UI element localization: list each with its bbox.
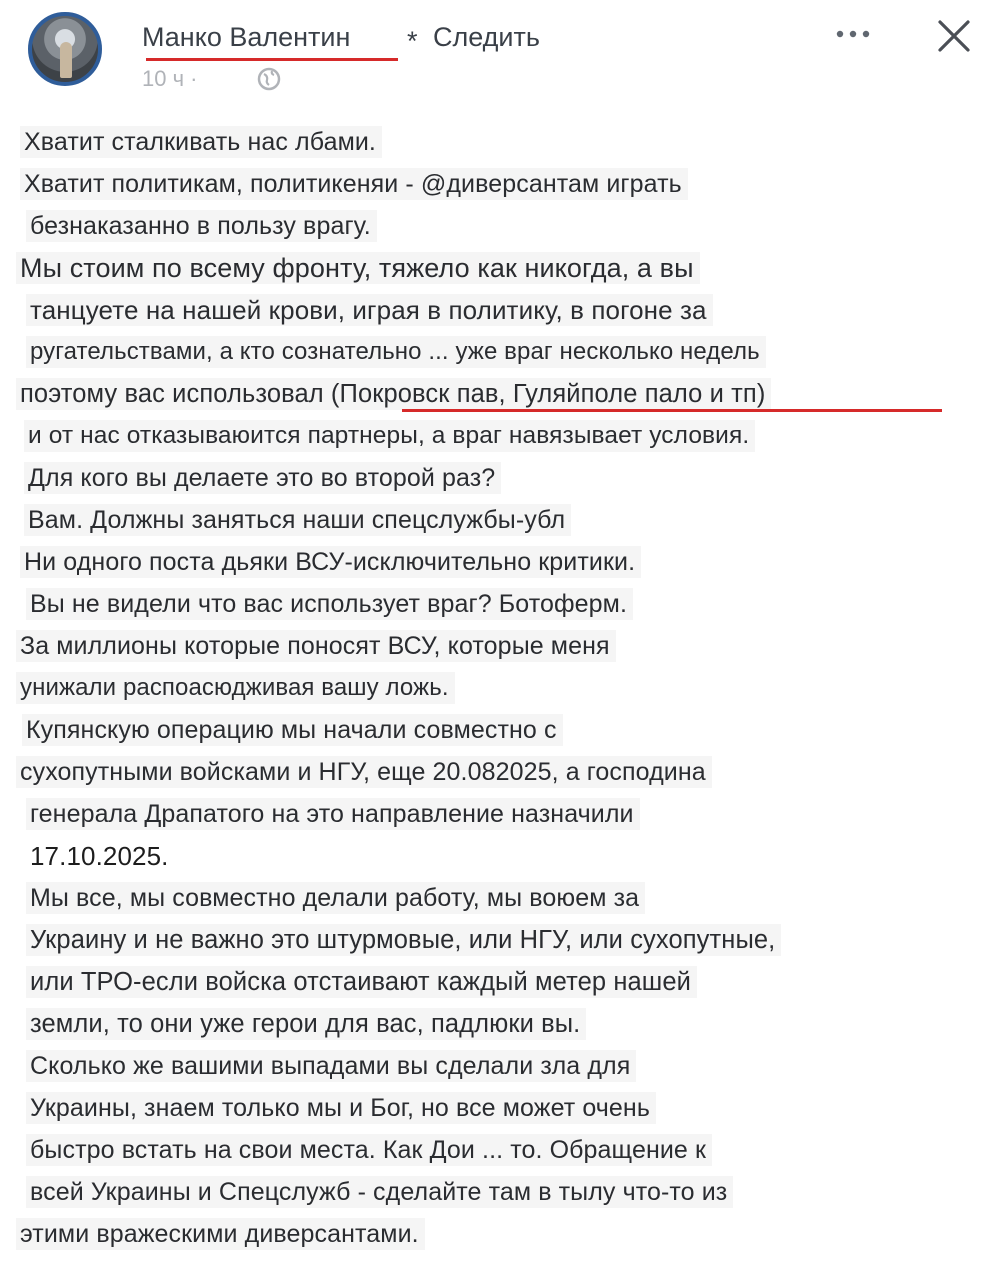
- post-line: безнаказанно в пользу врагу.: [26, 210, 377, 242]
- post-line: танцуете на нашей крови, играя в политику, в погоне за: [26, 294, 713, 326]
- highlight-underline: [402, 409, 942, 412]
- post-line: земли, то они уже герои для вас, падлюки вы.: [26, 1008, 586, 1040]
- post-line: Хватит политикам, политикеняи - @диверсантам играть: [20, 168, 688, 200]
- post-line: этими вражескими диверсантами.: [16, 1218, 425, 1250]
- post-line: За миллионы которые поносят ВСУ, которые меня: [16, 630, 616, 662]
- post-line: Вы не видели что вас использует враг? Ботоферм.: [26, 588, 633, 620]
- post-line: унижали распоасюдживая вашу ложь.: [16, 672, 455, 704]
- post-line: и от нас отказываюится партнеры, а враг навязывает условия.: [24, 420, 755, 452]
- post-line: Мы стоим по всему фронту, тяжело как никогда, а вы: [16, 252, 700, 284]
- post-header: [0, 0, 1007, 110]
- close-icon[interactable]: [936, 18, 972, 54]
- follow-button[interactable]: Следить: [433, 22, 540, 52]
- post-line: Мы все, мы совместно делали работу, мы воюем за: [26, 882, 645, 914]
- post-line: генерала Драпатого на это направление назначили: [26, 798, 640, 830]
- post-line: сухопутными войсками и НГУ, еще 20.082025, а господина: [16, 756, 712, 788]
- avatar-figure: [60, 42, 72, 78]
- post-line: Украину и не важно это штурмовые, или НГУ, или сухопутные,: [26, 924, 781, 956]
- post-line: Вам. Должны заняться наши спецслужбы-убл: [24, 504, 571, 536]
- post-line: 17.10.2025.: [30, 841, 169, 871]
- post-time[interactable]: 10 ч ·: [142, 66, 198, 91]
- post-line: Сколько же вашими выпадами вы сделали зла для: [26, 1050, 636, 1082]
- post-line: Для кого вы делаете это во второй раз?: [24, 462, 501, 494]
- post-line: быстро встать на свои места. Как Дои ... то. Обращение к: [26, 1134, 712, 1166]
- post-line: Хватит сталкивать нас лбами.: [20, 126, 382, 158]
- post-line: всей Украины и Спецслужб - сделайте там в тылу что-то из: [26, 1176, 733, 1208]
- author-name[interactable]: Манко Валентин: [142, 22, 351, 52]
- post-line: Ни одного поста дьяки ВСУ-исключительно критики.: [20, 546, 641, 578]
- post-line: поэтому вас использовал (Покровск пав, Гуляйполе пало и тп): [16, 378, 771, 410]
- author-name-underline: [146, 58, 398, 61]
- more-horizontal-icon[interactable]: [832, 22, 874, 46]
- post-line: ругательствами, а кто сознательно ... уже враг несколько недель: [26, 336, 766, 368]
- post-line: или ТРО-если войска отстаивают каждый метер нашей: [26, 966, 697, 998]
- globe-icon: [256, 66, 282, 92]
- follow-separator: *: [407, 26, 418, 56]
- post-line: Купянскую операцию мы начали совместно с: [22, 714, 563, 746]
- avatar[interactable]: [28, 12, 102, 86]
- post-line: Украины, знаем только мы и Бог, но все может очень: [26, 1092, 656, 1124]
